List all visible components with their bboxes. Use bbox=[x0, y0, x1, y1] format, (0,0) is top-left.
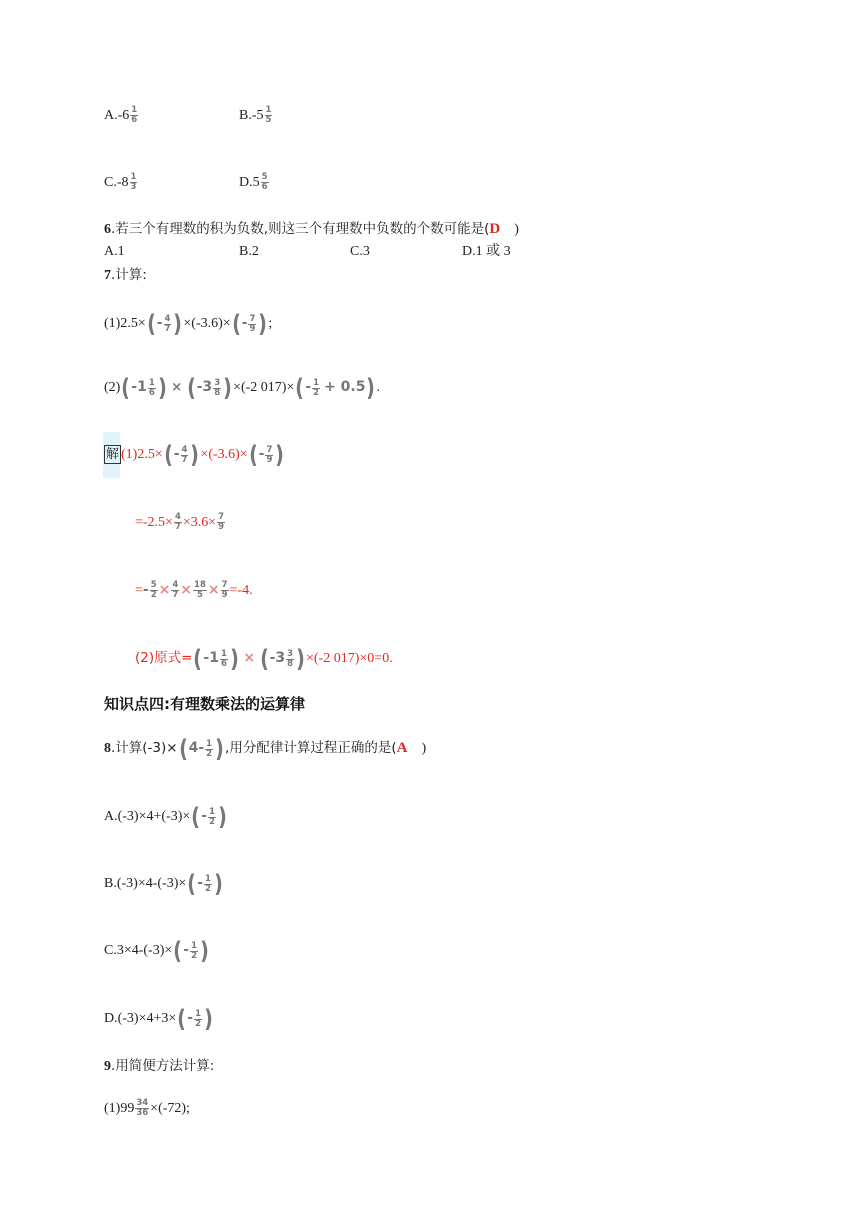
q8-option-b: B.(-3)×4-(-3)×(- $\frac{1}{2}$ ) bbox=[104, 870, 223, 898]
q7-part2: (2)(-1 $\frac{1}{6}$ ) × (-3 $\frac{3}{8}$ )×(-2 017)×(- $\frac{1}{2}$ + 0.5). bbox=[104, 374, 380, 402]
q8-option-c: C.3×4-(-3)×(- $\frac{1}{2}$ ) bbox=[104, 937, 209, 965]
solution-line-1: 解 (1)2.5×(- $\frac{4}{7}$ )×(-3.6)×(- $\frac{7}{9}$ ) bbox=[106, 441, 285, 469]
q8-option-d: D.(-3)×4+3×(- $\frac{1}{2}$ ) bbox=[104, 1005, 213, 1033]
q6-option-d: D.1 或 3 bbox=[462, 244, 511, 259]
q5-option-c: C.-8 $\frac{1}{3}$ bbox=[104, 172, 137, 193]
solution-line-2: =-2.5× $\frac{4}{7}$ ×3.6× $\frac{7}{9}$ bbox=[135, 512, 225, 533]
q7-stem: 7.计算: bbox=[104, 267, 147, 283]
q6-option-a: A.1 bbox=[104, 244, 125, 259]
q8-stem: 8.计算(-3)×(4- $\frac{1}{2}$ ),用分配律计算过程正确的是(A ) bbox=[104, 735, 427, 763]
solution-badge: 解 bbox=[106, 447, 120, 463]
solution-line-3: =- $\frac{5}{2}$ × $\frac{4}{7}$ × $\frac{18}{5}$ × $\frac{7}{9}$ =-4. bbox=[135, 580, 253, 601]
q9-stem: 9.用简便方法计算: bbox=[104, 1058, 215, 1074]
solution-line-4: (2)原式=(-1 $\frac{1}{6}$ ) × (-3 $\frac{3}{8}$ )×(-2 017)×0=0. bbox=[135, 645, 393, 673]
q6-stem: 6.若三个有理数的积为负数,则这三个有理数中负数的个数可能是(D ) bbox=[104, 221, 519, 237]
q7-part1: (1)2.5×(- $\frac{4}{7}$ )×(-3.6)×(- $\frac{7}{9}$ ); bbox=[104, 310, 273, 338]
q5-option-d: D.5 $\frac{5}{6}$ bbox=[239, 172, 268, 193]
q5-option-a: A.-6 $\frac{1}{6}$ bbox=[104, 105, 138, 126]
q9-part1: (1)99 $\frac{34}{36}$ ×(-72); bbox=[104, 1098, 190, 1119]
q6-option-c: C.3 bbox=[350, 244, 370, 259]
q8-answer: A bbox=[396, 740, 408, 757]
q6-option-b: B.2 bbox=[239, 244, 259, 259]
section-heading: 知识点四:有理数乘法的运算律 bbox=[104, 695, 305, 713]
q5-option-b: B.-5 $\frac{1}{5}$ bbox=[239, 105, 272, 126]
q8-option-a: A.(-3)×4+(-3)×(- $\frac{1}{2}$ ) bbox=[104, 803, 227, 831]
q6-answer: D bbox=[489, 221, 501, 237]
